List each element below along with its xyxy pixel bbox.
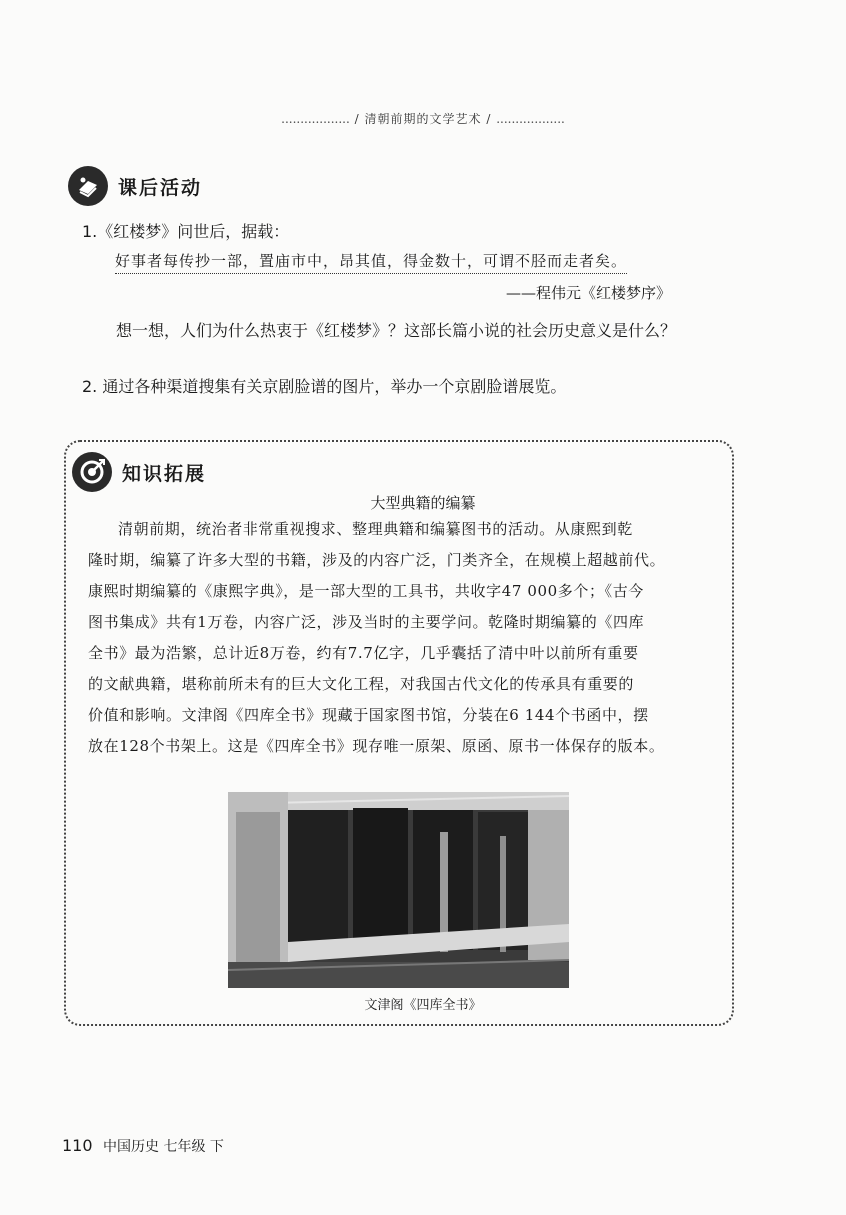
knowledge-heading (72, 452, 206, 492)
quote-source: ——程伟元《红楼梦序》 (506, 284, 672, 302)
activity-question: 想一想，人们为什么热衷于《红楼梦》？这部长篇小说的社会历史意义是什么？ (116, 321, 677, 340)
article-line: 清朝前期，统治者非常重视搜求、整理典籍和编纂图书的活动。从康熙到乾 (118, 520, 633, 538)
article-line: 价值和影响。文津阁《四库全书》现藏于国家图书馆，分装在6 144个书函中，摆 (88, 706, 649, 724)
chapter-header (0, 110, 846, 127)
photo-caption: 文津阁《四库全书》 (364, 998, 482, 1013)
activities-heading (68, 166, 202, 206)
knowledge-target-icon (72, 452, 112, 492)
book-title: 中国历史 七年级 下 (103, 1139, 224, 1155)
historical-quote: 好事者每传抄一部，置庙市中，昂其值，得金数十，可谓不胫而走者矣。 (115, 250, 627, 274)
page-footer (62, 1136, 224, 1156)
chapter-title: / 清朝前期的文学艺术 / (354, 112, 492, 126)
activity-item-2: 2. 通过各种渠道搜集有关京剧脸谱的图片，举办一个京剧脸谱展览。 (82, 377, 567, 396)
article-line: 隆时期，编纂了许多大型的书籍，涉及的内容广泛，门类齐全，在规模上超越前代。 (88, 551, 666, 569)
article-line: 全书》最为浩繁，总计近8万卷，约有7.7亿字，几乎囊括了清中叶以前所有重要 (88, 644, 639, 662)
header-dots-left: .................. (281, 112, 350, 126)
article-line: 放在128个书架上。这是《四库全书》现存唯一原架、原函、原书一体保存的版本。 (88, 737, 665, 755)
activity-item-1-intro: 1.《红楼梦》问世后，据载： (82, 222, 290, 241)
bookshelf-photo (228, 792, 569, 988)
activity-book-icon (68, 166, 108, 206)
article-line: 康熙时期编纂的《康熙字典》，是一部大型的工具书，共收字47 000多个；《古今 (88, 582, 644, 600)
article-line: 图书集成》共有1万卷，内容广泛，涉及当时的主要学问。乾隆时期编纂的《四库 (88, 613, 645, 631)
knowledge-title: 知识拓展 (122, 462, 207, 485)
article-line: 的文献典籍，堪称前所未有的巨大文化工程，对我国古代文化的传承具有重要的 (88, 675, 635, 693)
article-title: 大型典籍的编纂 (370, 494, 476, 512)
page-number: 110 (62, 1136, 93, 1155)
activities-title: 课后活动 (118, 176, 203, 199)
header-dots-right: .................. (496, 112, 565, 126)
